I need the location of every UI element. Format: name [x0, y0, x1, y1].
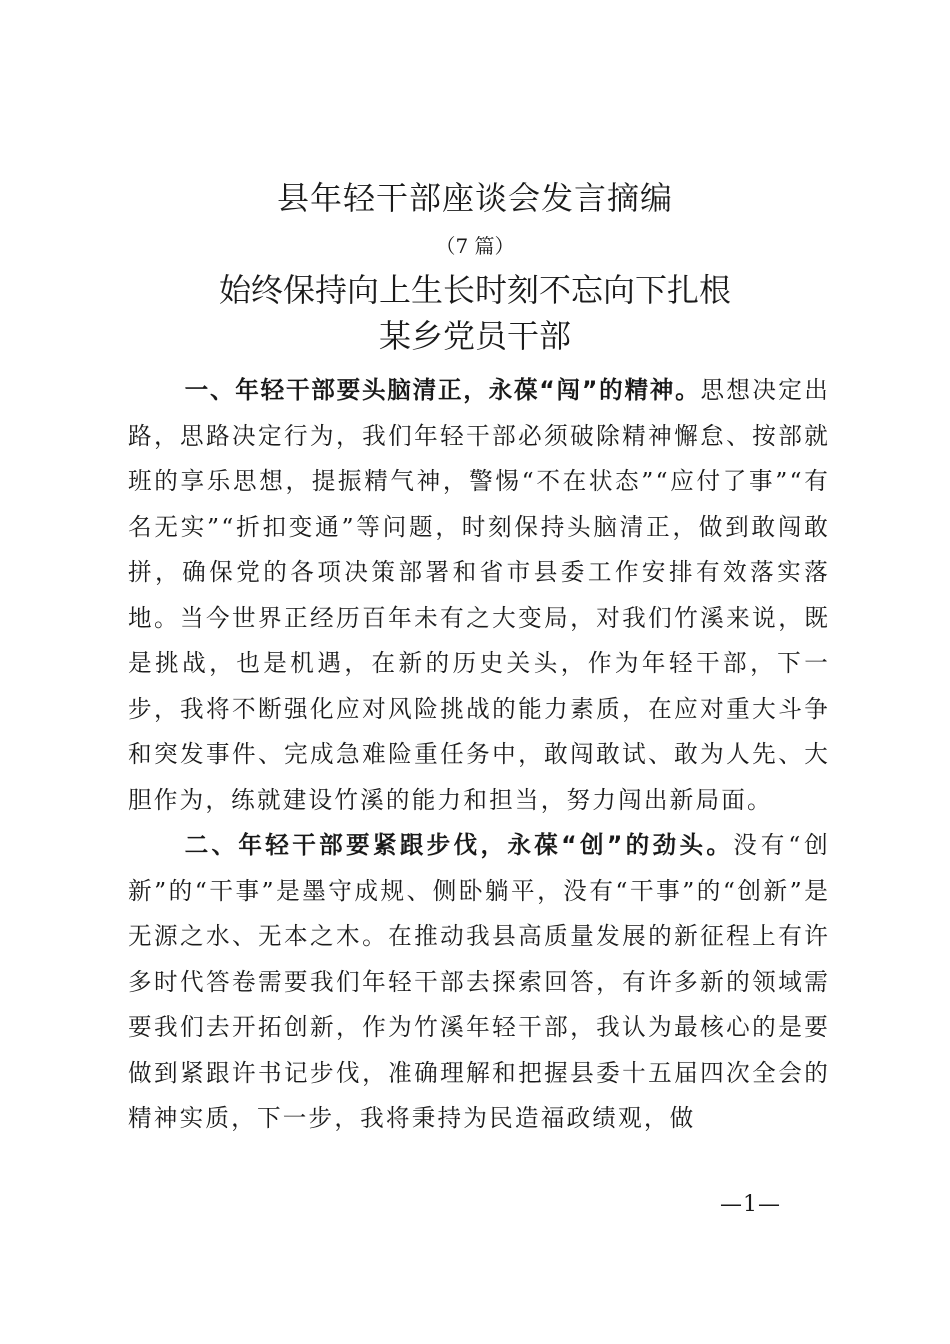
- paragraph-1: [128, 368, 830, 823]
- article-title: 始终保持向上生长时刻不忘向下扎根: [218, 271, 731, 309]
- document-title: 县年轻干部座谈会发言摘编: [276, 179, 673, 217]
- article-author: 某乡党员干部: [378, 317, 571, 355]
- paragraph-2-text: 没有“创新”的“干事”是墨守成规、侧卧躺平，没有“干事”的“创新”是无源之水、无本之木。在推动我县高质量发展的新征程上有许多时代答卷需要我们年轻干部去探索回答，有许多新的领域需要我们去开拓创新，作为竹溪年轻干部，我认为最核心的是要做到紧跟许书记步伐，准确理解和把握县委十五届四次全会的精神实质，下一步，我将秉持为民造福政绩观，做: [128, 831, 830, 1132]
- page-number: —1—: [720, 1192, 781, 1217]
- paragraph-1-heading: 一、年轻干部要头脑清正，永葆“闯”的精神。: [184, 376, 701, 404]
- paragraph-1-text: 思想决定出路，思路决定行为，我们年轻干部必须破除精神懈怠、按部就班的享乐思想，提振精气神，警惕“不在状态”“应付了事”“有名无实”“折扣变通”等问题，时刻保持头脑清正，做到敢闯敢拼，确保党的各项决策部署和省市县委工作安排有效落实落地。当今世界正经历百年未有之大变局，对我们竹溪来说，既是挑战，也是机遇，在新的历史关头，作为年轻干部，下一步，我将不断强化应对风险挑战的能力素质，在应对重大斗争和突发事件、完成急难险重任务中，敢闯敢试、敢为人先、大胆作为，练就建设竹溪的能力和担当，努力闯出新局面。: [128, 376, 830, 814]
- paragraph-2: [128, 823, 830, 1142]
- paragraph-2-heading: 二、年轻干部要紧跟步伐，永葆“创”的劲头。: [184, 831, 734, 859]
- article-body: [128, 368, 830, 1142]
- article-count: （7 篇）: [435, 234, 515, 258]
